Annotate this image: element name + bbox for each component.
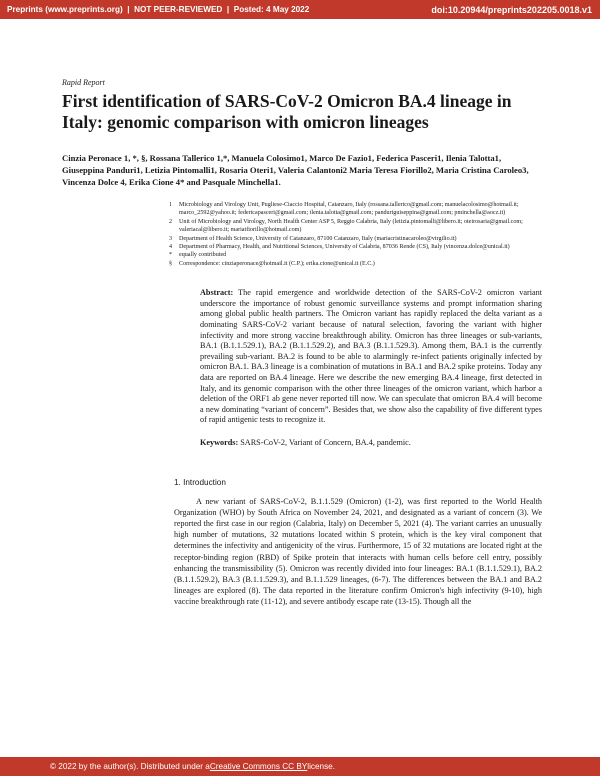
affiliation-text: Microbiology and Virology Unit, Pugliese-Ciaccio Hospital, Catanzaro, Italy (rossana.tallerico@gmail.com; manuelacolosimo@hotmail.it; marco_2592@yahoo.it; federicapasceri@gmail.com; ilenia.talotta@gmail.com; panduriguiseppina@gmail.com; pminchella@aocz.it) — [179, 202, 519, 217]
introduction-paragraph: A new variant of SARS-CoV-2, B.1.1.529 (Omicron) (1-2), was first reported to the World Health Organization (WHO) by South Africa on November 24, 2021, and designated as a variant of concern (3). We reported the first case in our region (Calabria, Italy) on December 5, 2021 (4). The variant carries an unusually high number of mutations, 32 mutations located within S protein, which is the key viral component that determines the infectivity and antigenicity of the virus. Furthermore, 15 of 32 mutations are located right at the receptor-binding region (RBD) of Spike protein that interacts with human cells before cell entry, possibly enhancing the transmissibility (5). Omicron was recently divided into four lineages: BA.1 (B.1.1.529.1), BA.2 (B.1.1.529.2), BA.3 (B.1.1.529.3), and B.1.1.529 lineages, (6-7). The differences between the BA.1 and BA.2 lineages are explored (8). The data reported in the literature confirm Omicron's high infectivity (9-10), high vaccine breakthrough rate (11-12), and severe antibody escape rate (13-15). Though all the — [174, 496, 542, 607]
paper-title: First identification of SARS-CoV-2 Omicron BA.4 lineage in Italy: genomic comparison with omicron lineages — [62, 91, 512, 132]
affiliation-item — [169, 260, 542, 268]
header-separator: | — [222, 5, 234, 14]
affiliation-text: Department of Health Science, University of Catanzaro, 87100 Catanzaro, Italy (mariacristinacaroleo@virgilio.it) — [179, 235, 457, 242]
section-heading: 1. Introduction — [174, 477, 226, 487]
posted-date: Posted: 4 May 2022 — [233, 5, 310, 14]
keywords — [200, 438, 542, 449]
author-list: Cinzia Peronace 1, *, §, Rossana Tallerico 1,*, Manuela Colosimo1, Marco De Fazio1, Federica Pasceri1, Ilenia Talotta1, Giuseppina Panduri1, Letizia Pintomalli1, Rosaria Oteri1, Valeria Calantoni2 Maria Teresa Fiorillo2, Maria Cristina Caroleo3, Vincenza Dolce 4, Erika Cione 4* and Pasquale Minchella1. — [62, 153, 529, 187]
preprint-header-bar — [0, 0, 600, 19]
affiliation-mark: 2 — [169, 218, 173, 225]
affiliation-text: equally contributed — [179, 252, 227, 259]
license-link[interactable]: Creative Commons CC BY — [209, 762, 308, 771]
affiliations — [169, 201, 542, 268]
keywords-label: Keywords: — [200, 437, 239, 447]
article-type: Rapid Report — [62, 78, 105, 87]
affiliation-item — [169, 251, 542, 259]
copyright-text: © 2022 by the author(s). Distributed under a — [50, 762, 210, 771]
affiliation-item — [169, 243, 542, 251]
affiliation-item — [169, 235, 542, 243]
abstract-label: Abstract: — [200, 288, 234, 298]
affiliation-mark: 4 — [169, 244, 173, 251]
affiliation-mark: 3 — [169, 235, 173, 242]
header-left — [7, 5, 309, 14]
keywords-text: SARS-CoV-2, Variant of Concern, BA.4, pandemic. — [240, 437, 411, 447]
affiliation-text: Correspondence: cinziaperonace@hotmail.it (C.P.); erika.cione@unical.it (E.C.) — [179, 260, 375, 267]
site-name[interactable]: Preprints (www.preprints.org) — [7, 5, 123, 14]
review-status: NOT PEER-REVIEWED — [134, 5, 223, 14]
paper-page — [62, 78, 542, 608]
license-tail: license. — [307, 762, 336, 771]
license-footer-bar — [0, 757, 600, 776]
affiliation-mark: 1 — [169, 202, 173, 208]
affiliation-text: Unit of Microbiology and Virology, North Health Center ASP 5, Reggio Calabria, Italy (letizia.pintomalli@libero.it; oteirosaria@gmail.com; valeriacal@libero.it; mariatfiorillo@hotmail.com) — [179, 218, 523, 234]
affiliation-item — [169, 218, 542, 235]
abstract — [200, 288, 542, 426]
abstract-text: The rapid emergence and worldwide detection of the SARS-CoV-2 omicron variant underscore the importance of robust genomic surveillance systems and prompt information sharing among global public health partners. The Omicron variant has rapidly replaced the delta variant as a dominating SARS-CoV-2 variant because of natural selection, favoring the variant with higher infectivity and more strong vaccine breakthrough ability. Omicron has three lineages or sub-variants, BA.1 (B.1.1.529.1), BA.2 (B.1.1.529.2), and BA.3 (B.1.1.529.3). Among them, BA.1 is the currently prevailing sub-variant. BA.2 is found to be able to alarmingly re-infect patients originally infected by omicron BA.1. BA.3 lineage is a combination of mutations in BA.1 and BA.2 spike proteins. Today any data are reported on BA.4 lineage. Here we describe the new emerging BA.4 lineage, first detected in Italy, and its genomic comparison with the other three lineages of the omicron variant, which harbor a deletion of the ORF1 ab gene never reported till now. We can speculate that omicron BA.4 will become a new dominating “variant of concern”. Besides that, we show also the capability of five different types of rapid antigenic tests to recognize it. — [200, 288, 542, 425]
affiliation-text: Department of Pharmacy, Health, and Nutritional Sciences, University of Calabria, 87036 Rende (CS), Italy (vincenza.dolce@unical.it) — [179, 244, 510, 251]
affiliation-mark: § — [169, 260, 173, 267]
affiliation-mark: * — [169, 252, 173, 259]
header-separator: | — [122, 5, 135, 14]
doi-link[interactable]: doi:10.20944/preprints202205.0018.v1 — [431, 4, 592, 15]
affiliation-item — [169, 201, 542, 218]
